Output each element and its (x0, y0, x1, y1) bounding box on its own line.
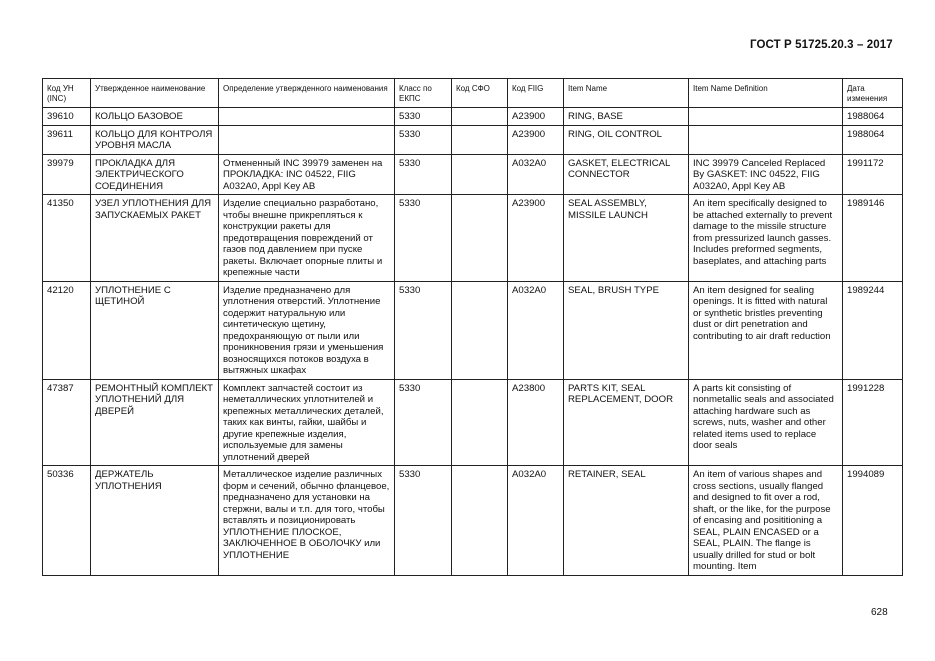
cell-fiig: A032A0 (508, 154, 564, 195)
cell-date: 1989244 (843, 281, 903, 379)
cell-sfo (452, 125, 508, 154)
cell-item-def: INC 39979 Canceled Replaced By GASKET: INC 04522, FIIG A032A0, Appl Key AB (689, 154, 843, 195)
cell-class: 5330 (395, 466, 452, 576)
table-row (43, 108, 903, 126)
cell-fiig: A23900 (508, 195, 564, 282)
cell-fiig: A032A0 (508, 466, 564, 576)
inc-table (42, 78, 903, 576)
cell-def-ru: Изделие предназначено для уплотнения отверстий. Уплотнение содержит натуральную или синтетическую щетину, предохраняющую от пыли или проникновения грязи и уменьшения возносящихся потоков воздуха в вытяжных шкафах (219, 281, 395, 379)
cell-class: 5330 (395, 379, 452, 466)
table-row (43, 281, 903, 379)
cell-item-name: GASKET, ELECTRICAL CONNECTOR (564, 154, 689, 195)
cell-item-name: RETAINER, SEAL (564, 466, 689, 576)
col-header-item-def: Item Name Definition (689, 79, 843, 108)
cell-class: 5330 (395, 281, 452, 379)
cell-name-ru: УЗЕЛ УПЛОТНЕНИЯ ДЛЯ ЗАПУСКАЕМЫХ РАКЕТ (91, 195, 219, 282)
cell-def-ru: Отмененный INC 39979 заменен на ПРОКЛАДКА: INC 04522, FIIG A032A0, Appl Key AB (219, 154, 395, 195)
cell-inc: 41350 (43, 195, 91, 282)
cell-fiig: A032A0 (508, 281, 564, 379)
cell-fiig: A23900 (508, 125, 564, 154)
cell-date: 1994089 (843, 466, 903, 576)
cell-def-ru (219, 108, 395, 126)
cell-class: 5330 (395, 154, 452, 195)
cell-sfo (452, 108, 508, 126)
cell-item-name: SEAL ASSEMBLY, MISSILE LAUNCH (564, 195, 689, 282)
cell-class: 5330 (395, 125, 452, 154)
cell-inc: 47387 (43, 379, 91, 466)
table-row (43, 154, 903, 195)
page-number: 628 (871, 607, 888, 618)
table-row (43, 125, 903, 154)
cell-sfo (452, 466, 508, 576)
cell-def-ru: Металлическое изделие различных форм и сечений, обычно фланцевое, предназначено для установки на стержни, валы и т.п. для того, чтобы вставлять и позиционировать УПЛОТНЕНИЕ ПЛОСКОЕ, ЗАКЛЮЧЕННОЕ В ОБОЛОЧКУ или УПЛОТНЕНИЕ (219, 466, 395, 576)
cell-item-def: An item specifically designed to be attached externally to prevent damage to the missile structure from pressurized launch gasses. Includes preformed segments, baseplates, and attaching parts (689, 195, 843, 282)
col-header-item-name: Item Name (564, 79, 689, 108)
cell-class: 5330 (395, 195, 452, 282)
cell-sfo (452, 154, 508, 195)
cell-class: 5330 (395, 108, 452, 126)
cell-name-ru: РЕМОНТНЫЙ КОМПЛЕКТ УПЛОТНЕНИЙ ДЛЯ ДВЕРЕЙ (91, 379, 219, 466)
cell-sfo (452, 379, 508, 466)
cell-def-ru (219, 125, 395, 154)
cell-date: 1989146 (843, 195, 903, 282)
table-row (43, 195, 903, 282)
cell-def-ru: Комплект запчастей состоит из неметаллических уплотнителей и крепежных металлических деталей, таких как винты, гайки, шайбы и другие крепежные изделия, используемые для замены уплотнений дверей (219, 379, 395, 466)
cell-name-ru: УПЛОТНЕНИЕ С ЩЕТИНОЙ (91, 281, 219, 379)
cell-item-name: SEAL, BRUSH TYPE (564, 281, 689, 379)
cell-sfo (452, 195, 508, 282)
col-header-inc: Код УН (INC) (43, 79, 91, 108)
cell-def-ru: Изделие специально разработано, чтобы внешне прикрепляться к конструкции ракеты для предотвращения повреждений от газов под давлением при пуске ракеты. Включает опорные плиты и крепежные части (219, 195, 395, 282)
col-header-fiig: Код FIIG (508, 79, 564, 108)
col-header-sfo: Код СФО (452, 79, 508, 108)
cell-item-def: An item designed for sealing openings. It is fitted with natural or synthetic bristles preventing dust or dirt penetration and contributing to air draft reduction (689, 281, 843, 379)
col-header-date: Дата изменения (843, 79, 903, 108)
cell-fiig: A23900 (508, 108, 564, 126)
col-header-class: Класс по ЕКПС (395, 79, 452, 108)
table-header-row (43, 79, 903, 108)
cell-name-ru: КОЛЬЦО БАЗОВОЕ (91, 108, 219, 126)
cell-date: 1988064 (843, 125, 903, 154)
cell-item-def: A parts kit consisting of nonmetallic seals and associated attaching hardware such as screws, nuts, washer and other related items used to replace door seals (689, 379, 843, 466)
table-row (43, 379, 903, 466)
cell-inc: 39979 (43, 154, 91, 195)
col-header-def-ru: Определение утвержденного наименования (219, 79, 395, 108)
cell-date: 1988064 (843, 108, 903, 126)
document-standard-title: ГОСТ Р 51725.20.3 – 2017 (750, 39, 893, 51)
cell-item-name: RING, OIL CONTROL (564, 125, 689, 154)
cell-name-ru: ДЕРЖАТЕЛЬ УПЛОТНЕНИЯ (91, 466, 219, 576)
cell-date: 1991228 (843, 379, 903, 466)
cell-fiig: A23800 (508, 379, 564, 466)
cell-inc: 50336 (43, 466, 91, 576)
cell-inc: 39610 (43, 108, 91, 126)
cell-item-def: An item of various shapes and cross sections, usually flanged and designed to fit over a rod, shaft, or the like, for the purpose of encasing and posititioning a SEAL, PLAIN ENCASED or a SEAL, PLAIN. The flange is usually drilled for stud or bolt mounting. Item (689, 466, 843, 576)
col-header-name-ru: Утвержденное наименование (91, 79, 219, 108)
cell-item-def (689, 108, 843, 126)
cell-inc: 39611 (43, 125, 91, 154)
table-row (43, 466, 903, 576)
cell-item-def (689, 125, 843, 154)
cell-sfo (452, 281, 508, 379)
cell-date: 1991172 (843, 154, 903, 195)
cell-name-ru: КОЛЬЦО ДЛЯ КОНТРОЛЯ УРОВНЯ МАСЛА (91, 125, 219, 154)
cell-inc: 42120 (43, 281, 91, 379)
cell-item-name: PARTS KIT, SEAL REPLACEMENT, DOOR (564, 379, 689, 466)
cell-name-ru: ПРОКЛАДКА ДЛЯ ЭЛЕКТРИЧЕСКОГО СОЕДИНЕНИЯ (91, 154, 219, 195)
cell-item-name: RING, BASE (564, 108, 689, 126)
